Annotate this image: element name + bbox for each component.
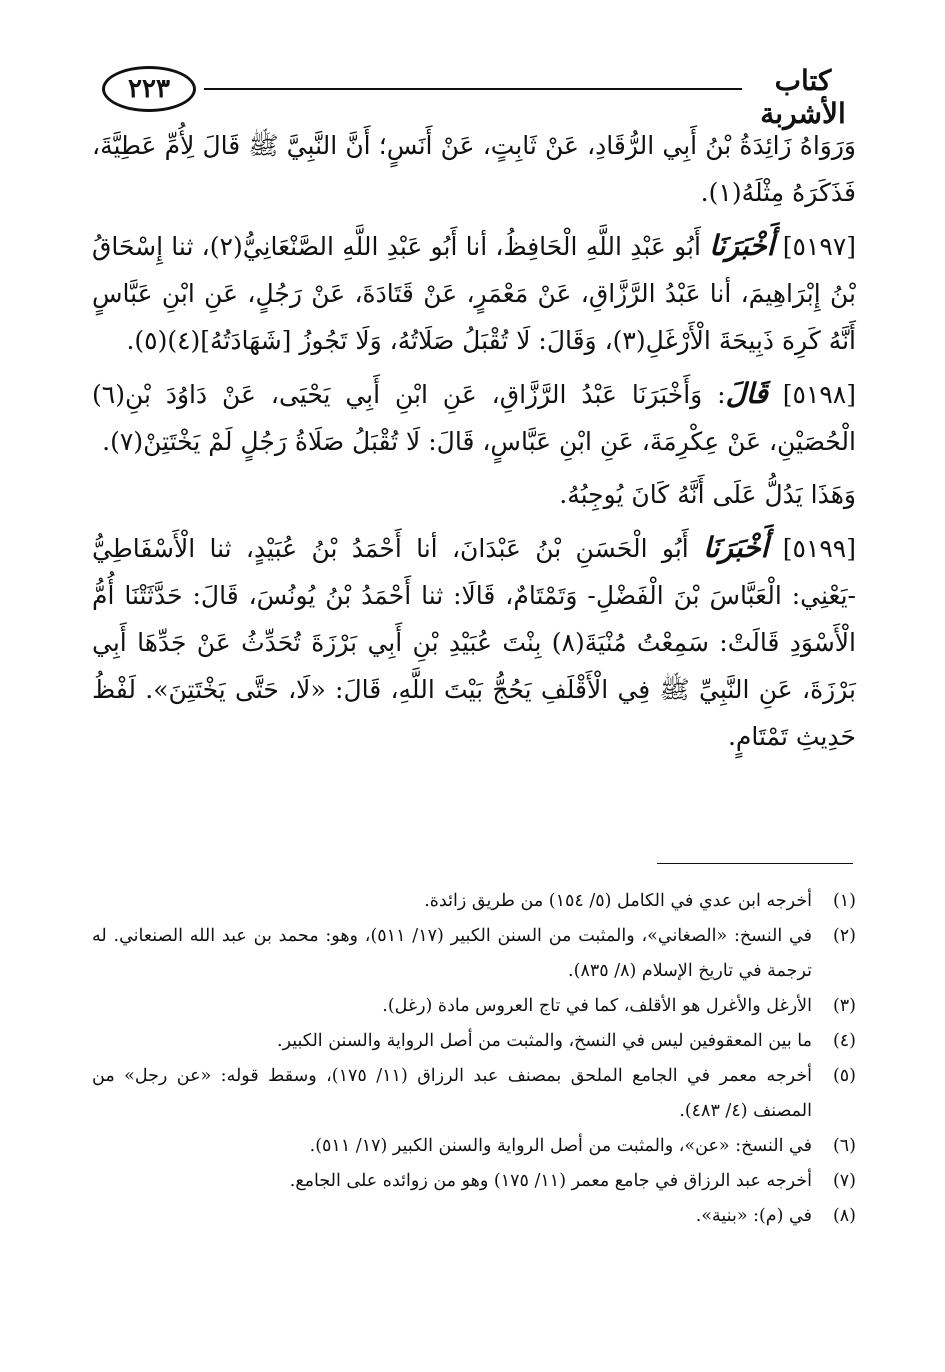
footnote-text: الأرغل والأغرل هو الأقلف، كما في تاج العروس مادة (رغل). (382, 996, 812, 1016)
footnote-number: (٤) (832, 1031, 856, 1051)
running-title: كتاب الأشربة (760, 64, 846, 130)
paragraph-text: وَهَذَا يَدُلُّ عَلَى أَنَّهُ كَانَ يُوجِبُهُ. (559, 480, 856, 509)
page-header (90, 64, 858, 130)
footnote (92, 884, 856, 919)
hadith-number: [٥١٩٨] (782, 380, 856, 409)
footnote-number: (٨) (832, 1206, 856, 1226)
paragraph (92, 122, 856, 216)
footnote-text: أخرجه ابن عدي في الكامل (٥/ ١٥٤) من طريق زائدة. (424, 891, 812, 911)
paragraph (92, 370, 856, 465)
paragraph (92, 222, 856, 364)
footnote (92, 1164, 856, 1199)
footnote-number: (٦) (832, 1136, 856, 1156)
paragraph-text: أَبُو الْحَسَنِ بْنُ عَبْدَانَ، أنا أَحْمَدُ بْنُ عُبَيْدٍ، ثنا الْأَسْفَاطِيُّ -يَعْنِي: الْعَبَّاسَ بْنَ الْفَضْلِ- وَتَمْتَامٌ، قَالَا: ثنا أَحْمَدُ بْنُ يُونُسَ، قَالَ: حَدَّثَتْنَا أُمُّ الْأَسْوَدِ قَالَتْ: سَمِعْتُ مُنْيَةَ(٨) بِنْتَ عُبَيْدِ بْنِ أَبِي بَرْزَةَ تُحَدِّثُ عَنْ جَدِّهَا أَبِي بَرْزَةَ، عَنِ النَّبِيِّ ﷺ فِي الْأَقْلَفِ يَحُجُّ بَيْتَ اللَّهِ، قَالَ: «لَا، حَتَّى يَخْتَتِنَ». لَفْظُ حَدِيثِ تَمْتَامٍ. (92, 534, 856, 751)
footnote-number: (٧) (832, 1171, 856, 1191)
footnotes (92, 884, 856, 1234)
hadith-number: [٥١٩٩] (782, 534, 856, 563)
paragraph-text: : وَأَخْبَرَنَا عَبْدُ الرَّزَّاقِ، عَنِ ابْنِ أَبِي يَحْيَى، عَنْ دَاوُدَ بْنِ(٦) الْحُصَيْنِ، عَنْ عِكْرِمَةَ، عَنِ ابْنِ عَبَّاسٍ، قَالَ: لَا تُقْبَلُ صَلَاةُ رَجُلٍ لَمْ يَخْتَتِنْ(٧). (92, 380, 856, 456)
paragraph-text: أَبُو عَبْدِ اللَّهِ الْحَافِظُ، أنا أَبُو عَبْدِ اللَّهِ الصَّنْعَانِيُّ(٢)، ثنا إِسْحَاقُ بْنُ إِبْرَاهِيمَ، أنا عَبْدُ الرَّزَّاقِ، عَنْ مَعْمَرٍ، عَنْ قَتَادَةَ، عَنْ رَجُلٍ، عَنِ ابْنِ عَبَّاسٍ أَنَّهُ كَرِهَ ذَبِيحَةَ الْأَرْغَلِ(٣)، وَقَالَ: لَا تُقْبَلُ صَلَاتُهُ، وَلَا تَجُوزُ [شَهَادَتُهُ](٤)(٥). (92, 232, 856, 355)
main-text (92, 122, 856, 766)
footnote-number: (٣) (832, 996, 856, 1016)
footnote-text: في النسخ: «الصغاني»، والمثبت من السنن الكبير (١٧/ ٥١١)، وهو: محمد بن عبد الله الصنعاني. له ترجمة في تاريخ الإسلام (٨/ ٨٣٥). (92, 926, 812, 981)
footnote (92, 1129, 856, 1164)
footnote-number: (١) (832, 891, 856, 911)
paragraph (92, 524, 856, 760)
footnote-text: ما بين المعقوفين ليس في النسخ، والمثبت من أصل الرواية والسنن الكبير. (277, 1031, 812, 1051)
paragraph (92, 471, 856, 518)
footnote-text: أخرجه معمر في الجامع الملحق بمصنف عبد الرزاق (١١/ ١٧٥)، وسقط قوله: «عن رجل» من المصنف (٤/ ٤٨٣). (92, 1066, 812, 1121)
footnote (92, 1024, 856, 1059)
footnote-text: في (م): «بنية». (695, 1206, 812, 1226)
paragraph-keyword: أَخْبَرَنَا (709, 229, 775, 262)
footnote-text: أخرجه عبد الرزاق في جامع معمر (١١/ ١٧٥) وهو من زوائده على الجامع. (289, 1171, 812, 1191)
footnote (92, 1199, 856, 1234)
footnote-number: (٥) (832, 1066, 856, 1086)
footnote (92, 919, 856, 989)
paragraph-keyword: أَخْبَرَنَا (703, 531, 769, 564)
footnote (92, 1059, 856, 1129)
footnote (92, 989, 856, 1024)
paragraph-keyword: قَالَ (725, 377, 768, 410)
footnote-separator (657, 863, 853, 864)
footnote-number: (٢) (832, 926, 856, 946)
hadith-number: [٥١٩٧] (782, 232, 857, 261)
paragraph-text: وَرَوَاهُ زَائِدَةُ بْنُ أَبِي الرُّقَادِ، عَنْ ثَابِتٍ، عَنْ أَنَسٍ؛ أَنَّ النَّبِيَّ ﷺ قَالَ لِأُمِّ عَطِيَّةَ، فَذَكَرَهُ مِثْلَهُ(١). (92, 131, 856, 207)
header-rule (204, 88, 742, 90)
page-number: ٢٢٣ (102, 66, 196, 112)
footnote-text: في النسخ: «عن»، والمثبت من أصل الرواية والسنن الكبير (١٧/ ٥١١). (309, 1136, 812, 1156)
